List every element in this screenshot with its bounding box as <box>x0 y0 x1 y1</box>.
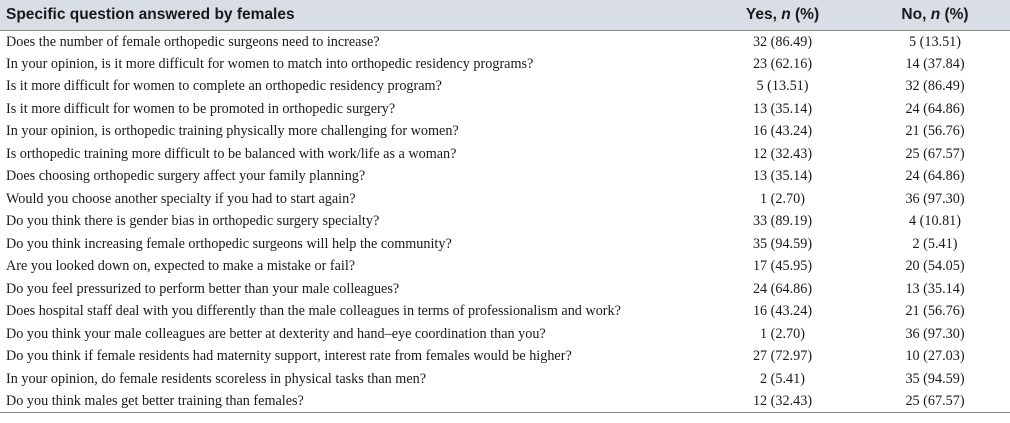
table-body <box>0 30 1010 413</box>
yes-cell: 13 (35.14) <box>752 168 813 185</box>
question-cell: In your opinion, is it more difficult for women to match into orthopedic residency programs? <box>6 55 534 72</box>
question-cell: In your opinion, do female residents scoreless in physical tasks than men? <box>6 370 427 387</box>
table-row <box>0 278 1010 301</box>
no-cell: 36 (97.30) <box>905 190 965 207</box>
question-cell: Do you think increasing female orthopedic surgeons will help the community? <box>6 235 452 252</box>
no-cell: 21 (56.76) <box>905 303 965 320</box>
table-header <box>0 0 1010 30</box>
no-cell: 10 (27.03) <box>905 348 965 365</box>
no-cell: 24 (64.86) <box>905 168 965 185</box>
no-cell: 4 (10.81) <box>908 213 961 230</box>
question-cell: Do you feel pressurized to perform better than your male colleagues? <box>6 280 400 297</box>
yes-cell: 35 (94.59) <box>752 235 813 252</box>
yes-cell: 27 (72.97) <box>752 348 813 365</box>
table-row <box>0 98 1010 121</box>
yes-cell: 16 (43.24) <box>752 303 813 320</box>
no-cell: 14 (37.84) <box>905 55 965 72</box>
yes-cell: 13 (35.14) <box>752 100 813 117</box>
no-cell: 21 (56.76) <box>905 123 965 140</box>
question-cell: Is orthopedic training more difficult to be balanced with work/life as a woman? <box>6 145 457 162</box>
question-cell: Is it more difficult for women to be promoted in orthopedic surgery? <box>6 100 396 117</box>
question-cell: Do you think if female residents had maternity support, interest rate from females would be higher? <box>6 348 572 365</box>
table-row <box>0 210 1010 233</box>
table-row <box>0 165 1010 188</box>
table-row <box>0 188 1010 211</box>
question-cell: Are you looked down on, expected to make a mistake or fail? <box>6 258 356 275</box>
table-row <box>0 233 1010 256</box>
table-row <box>0 75 1010 98</box>
header-no <box>860 0 1010 30</box>
yes-cell: 23 (62.16) <box>752 55 813 72</box>
header-yes-prefix: Yes, <box>745 5 782 23</box>
table-row <box>0 120 1010 143</box>
table-row <box>0 300 1010 323</box>
header-yes-suffix: (%) <box>790 5 820 23</box>
no-cell: 25 (67.57) <box>860 390 1010 413</box>
header-row <box>0 0 1010 30</box>
yes-cell: 2 (5.41) <box>760 370 805 387</box>
question-cell: Does the number of female orthopedic surgeons need to increase? <box>6 33 380 50</box>
table-row <box>0 255 1010 278</box>
no-cell: 24 (64.86) <box>905 100 965 117</box>
question-cell: Is it more difficult for women to complete an orthopedic residency program? <box>6 78 442 95</box>
yes-cell: 32 (86.49) <box>752 33 813 50</box>
yes-cell: 1 (2.70) <box>760 190 805 207</box>
no-cell: 2 (5.41) <box>912 235 958 252</box>
yes-cell: 5 (13.51) <box>756 78 809 95</box>
question-cell: Do you think there is gender bias in orthopedic surgery specialty? <box>6 213 380 230</box>
yes-cell: 33 (89.19) <box>752 213 813 230</box>
table-row <box>0 30 1010 53</box>
yes-cell: 12 (32.43) <box>705 390 860 413</box>
table-row <box>0 53 1010 76</box>
no-cell: 13 (35.14) <box>905 280 965 297</box>
no-cell: 32 (86.49) <box>905 78 965 95</box>
yes-cell: 17 (45.95) <box>752 258 813 275</box>
no-cell: 36 (97.30) <box>905 325 965 342</box>
no-cell: 5 (13.51) <box>908 33 961 50</box>
no-cell: 20 (54.05) <box>905 258 965 275</box>
yes-cell: 16 (43.24) <box>752 123 813 140</box>
yes-cell: 24 (64.86) <box>752 280 813 297</box>
question-cell: In your opinion, is orthopedic training physically more challenging for women? <box>6 123 459 140</box>
table-row <box>0 345 1010 368</box>
table-row <box>0 323 1010 346</box>
question-cell: Do you think males get better training than females? <box>0 390 705 413</box>
header-no-n: n <box>930 5 941 23</box>
table-row <box>0 368 1010 391</box>
table-row <box>0 143 1010 166</box>
no-cell: 25 (67.57) <box>905 145 965 162</box>
no-cell: 35 (94.59) <box>905 370 965 387</box>
header-question: Specific question answered by females <box>0 0 705 30</box>
yes-cell: 12 (32.43) <box>752 145 813 162</box>
yes-cell: 1 (2.70) <box>760 325 805 342</box>
question-cell: Would you choose another specialty if you had to start again? <box>6 190 356 207</box>
header-no-suffix: (%) <box>940 5 969 23</box>
question-cell: Does choosing orthopedic surgery affect your family planning? <box>6 168 366 185</box>
table-row <box>0 390 1010 413</box>
question-cell: Do you think your male colleagues are better at dexterity and hand–eye coordination than you? <box>6 325 546 342</box>
question-cell: Does hospital staff deal with you differently than the male colleagues in terms of professionalism and work? <box>6 303 621 320</box>
header-yes-n: n <box>781 5 791 23</box>
header-yes <box>705 0 860 30</box>
header-no-prefix: No, <box>901 5 931 23</box>
